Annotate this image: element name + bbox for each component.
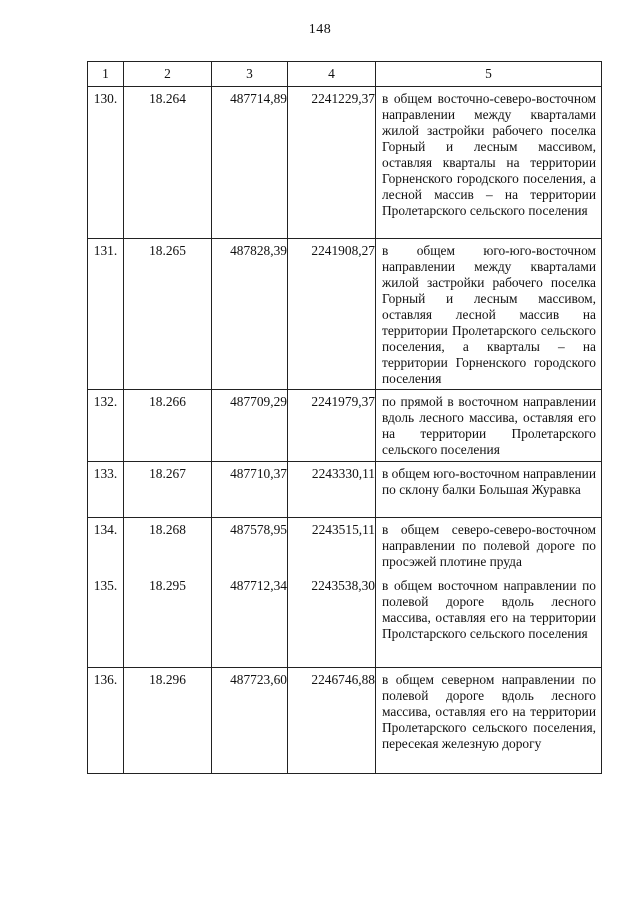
coord-x-group [212, 518, 288, 668]
table-row [88, 87, 602, 239]
coord-y: 2243330,11 [288, 462, 376, 518]
table-row [88, 462, 602, 518]
header-col-4: 4 [288, 62, 376, 87]
coord-x: 487828,39 [212, 239, 288, 390]
coord-y: 2241229,37 [288, 87, 376, 239]
coord-x: 487723,60 [212, 668, 288, 774]
boundary-description-group [376, 518, 602, 668]
table-row [88, 390, 602, 462]
point-id-group [124, 518, 212, 668]
row-number-group [88, 518, 124, 668]
row-number: 131. [88, 239, 124, 390]
coord-y: 2241908,27 [288, 239, 376, 390]
point-id: 18.264 [124, 87, 212, 239]
header-col-3: 3 [212, 62, 288, 87]
coord-y: 2246746,88 [288, 668, 376, 774]
header-col-1: 1 [88, 62, 124, 87]
point-id: 18.267 [124, 462, 212, 518]
table-row [88, 668, 602, 774]
boundary-description: в общем юго-юго-восточном направлении между кварталами жилой застройки рабочего поселка Горный и лесным массивом, оставляя лесной массив на территории Пролетарского сельского поселения, а кварталы – на территории Горненского городского поселения [376, 239, 602, 390]
boundary-table [87, 61, 602, 774]
row-number: 132. [88, 390, 124, 462]
coord-y: 2241979,37 [288, 390, 376, 462]
coord-x: 487712,34 [230, 578, 287, 593]
row-number: 134. [93, 522, 118, 537]
coord-y: 2243515,11 [311, 522, 375, 537]
coord-x: 487709,29 [212, 390, 288, 462]
coord-x: 487710,37 [212, 462, 288, 518]
boundary-description: в общем восточном направлении по полевой дороге вдоль лесного массива, оставляя его на территории Пролстарского сельского поселения [382, 578, 596, 641]
boundary-description: в общем юго-восточном направлении по склону балки Большая Журавка [376, 462, 602, 518]
page-number: 148 [308, 22, 332, 37]
row-number: 130. [88, 87, 124, 239]
header-col-2: 2 [124, 62, 212, 87]
table-row [88, 239, 602, 390]
point-id: 18.265 [124, 239, 212, 390]
boundary-description: в общем восточно-северо-восточном направлении между кварталами жилой застройки рабочего поселка Горный и лесным массивом, оставляя кварталы на территории Горненского городского поселения, а лесной массив – на территории Пролетарского сельского поселения [376, 87, 602, 239]
coord-x: 487714,89 [212, 87, 288, 239]
table-row [88, 518, 602, 668]
header-col-5: 5 [376, 62, 602, 87]
row-number: 133. [88, 462, 124, 518]
table-header-row [88, 62, 602, 87]
row-number: 136. [88, 668, 124, 774]
boundary-description: по прямой в восточном направлении вдоль лесного массива, оставляя его на территории Пролетарского сельского поселения [376, 390, 602, 462]
point-id: 18.268 [149, 522, 186, 537]
coord-x: 487578,95 [230, 522, 287, 537]
point-id: 18.296 [124, 668, 212, 774]
boundary-description: в общем северо-северо-восточном направлении по полевой дороге по просэжей плотине пруда [382, 522, 596, 569]
point-id: 18.295 [149, 578, 186, 593]
coord-y-group [288, 518, 376, 668]
point-id: 18.266 [124, 390, 212, 462]
boundary-description: в общем северном направлении по полевой дороге вдоль лесного массива, оставляя его на территории Пролетарского сельского поселения, пересекая железную дорогу [376, 668, 602, 774]
coord-y: 2243538,30 [311, 578, 375, 593]
row-number: 135. [93, 578, 118, 593]
